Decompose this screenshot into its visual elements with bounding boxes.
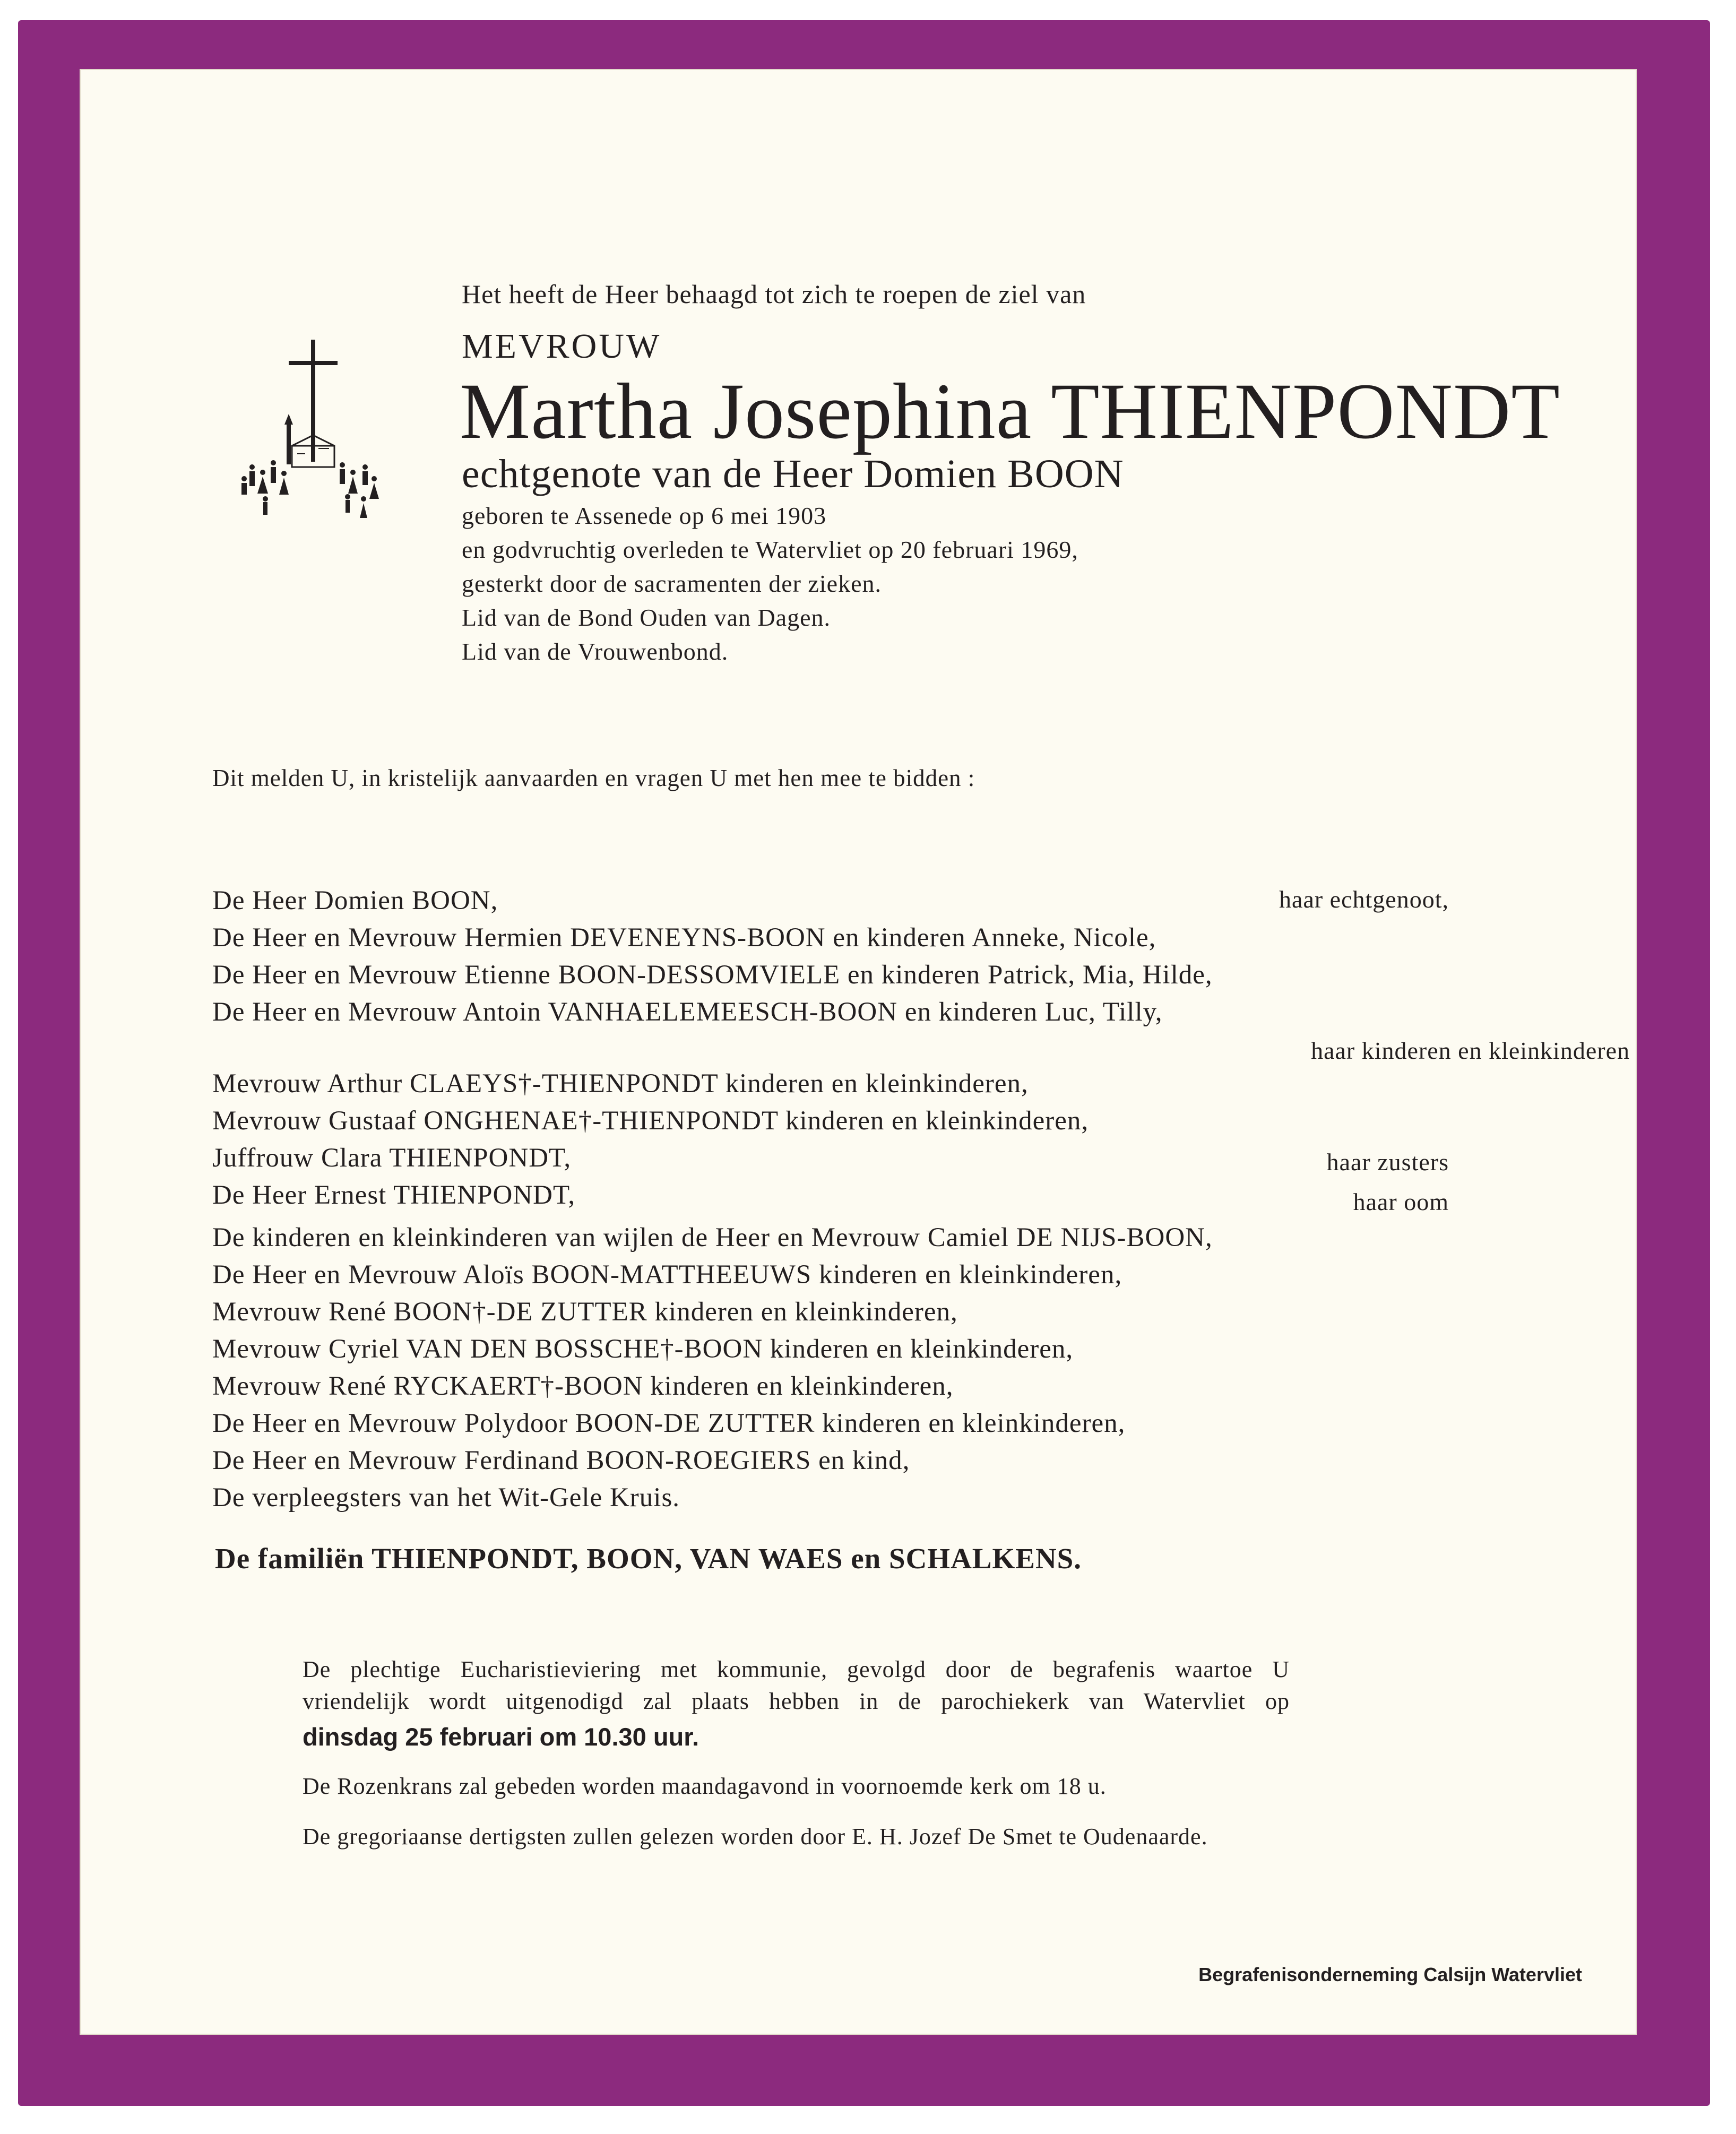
cross-with-church-and-mourners-icon xyxy=(234,340,393,541)
family-line: De verpleegsters van het Wit-Gele Kruis. xyxy=(212,1483,680,1513)
family-line: De Heer en Mevrouw Antoin VANHAELEMEESCH-BOON en kinderen Luc, Tilly, xyxy=(212,997,1163,1027)
family-name: De Heer Domien BOON, xyxy=(212,886,498,915)
family-line: De Heer en Mevrouw Etienne BOON-DESSOMVIELE en kinderen Patrick, Mia, Hilde, xyxy=(212,960,1213,990)
title-prefix: MEVROUW xyxy=(462,327,662,366)
rosary-text: De Rozenkrans zal gebeden worden maandagavond in voornoemde kerk om 18 u. xyxy=(303,1773,1107,1799)
undertaker-name: Begrafenisonderneming Calsijn Watervliet xyxy=(1198,1964,1582,1985)
family-name: De Heer Ernest THIENPONDT, xyxy=(212,1180,576,1210)
relation-label: haar zusters xyxy=(1326,1148,1449,1176)
family-line: Mevrouw René RYCKAERT†-BOON kinderen en kleinkinderen, xyxy=(212,1371,954,1401)
deceased-name: Martha Josephina THIENPONDT xyxy=(460,367,1560,455)
family-line: De Heer en Mevrouw Polydoor BOON-DE ZUTTER kinderen en kleinkinderen, xyxy=(212,1409,1126,1438)
family-line: De kinderen en kleinkinderen van wijlen de Heer en Mevrouw Camiel DE NIJS-BOON, xyxy=(212,1223,1213,1252)
families-line: De familiën THIENPONDT, BOON, VAN WAES en SCHALKENS. xyxy=(215,1542,1082,1575)
family-line: De Heer en Mevrouw Hermien DEVENEYNS-BOON en kinderen Anneke, Nicole, xyxy=(212,923,1156,953)
bio-line: gesterkt door de sacramenten der zieken. xyxy=(462,570,882,597)
ceremony-line: vriendelijk wordt uitgenodigd zal plaats hebben in de parochiekerk van Watervliet op xyxy=(303,1688,1290,1714)
family-line xyxy=(212,885,1449,916)
relation-label: haar kinderen en kleinkinderen xyxy=(1311,1037,1630,1064)
announcement-text: Dit melden U, in kristelijk aanvaarden en vragen U met hen mee te bidden : xyxy=(212,765,975,791)
gregorian-text: De gregoriaanse dertigsten zullen gelezen worden door E. H. Jozef De Smet te Oudenaarde. xyxy=(303,1824,1208,1850)
family-line: Mevrouw Gustaaf ONGHENAE†-THIENPONDT kinderen en kleinkinderen, xyxy=(212,1106,1089,1136)
family-line: De Heer en Mevrouw Ferdinand BOON-ROEGIERS en kind, xyxy=(212,1446,910,1475)
family-line: Mevrouw René BOON†-DE ZUTTER kinderen en kleinkinderen, xyxy=(212,1297,958,1327)
intro-text: Het heeft de Heer behaagd tot zich te roepen de ziel van xyxy=(462,279,1086,309)
relation-label: haar oom xyxy=(1353,1188,1449,1215)
family-line: Mevrouw Arthur CLAEYS†-THIENPONDT kinderen en kleinkinderen, xyxy=(212,1069,1029,1099)
bio-line: Lid van de Bond Ouden van Dagen. xyxy=(462,604,831,631)
bio-line: Lid van de Vrouwenbond. xyxy=(462,638,729,665)
spouse-line: echtgenote van de Heer Domien BOON xyxy=(462,452,1124,496)
family-line: De Heer en Mevrouw Aloïs BOON-MATTHEEUWS kinderen en kleinkinderen, xyxy=(212,1260,1122,1290)
ceremony-date: dinsdag 25 februari om 10.30 uur. xyxy=(303,1723,699,1751)
family-name: Juffrouw Clara THIENPONDT, xyxy=(212,1143,572,1173)
family-line xyxy=(212,1143,1449,1176)
bio-line: geboren te Assenede op 6 mei 1903 xyxy=(462,502,827,529)
ceremony-line: De plechtige Eucharistieviering met kommunie, gevolgd door de begrafenis waartoe U xyxy=(303,1656,1290,1682)
family-line: Mevrouw Cyriel VAN DEN BOSSCHE†-BOON kinderen en kleinkinderen, xyxy=(212,1334,1074,1364)
biography xyxy=(462,499,1078,669)
family-line xyxy=(212,1180,1449,1215)
relation-label: haar echtgenoot, xyxy=(1279,886,1449,913)
bio-line: en godvruchtig overleden te Watervliet op 20 februari 1969, xyxy=(462,536,1078,563)
